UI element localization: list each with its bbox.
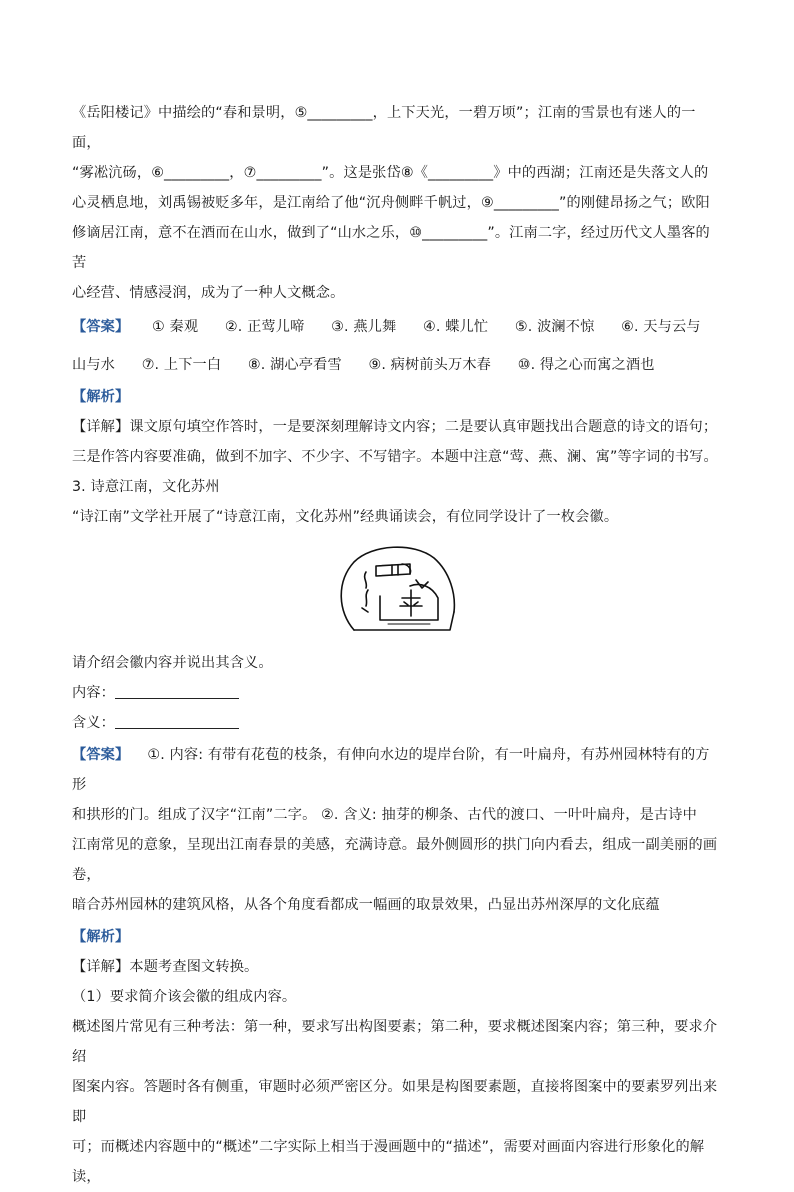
analysis-3-line-4: 图案内容。答题时各有侧重，审题时必须严密区分。如果是构图要素题，直接将图案中的要素罗列出来即 <box>72 1079 718 1125</box>
answer-item: ① 秦观 <box>152 319 199 335</box>
analysis-1-line-2: 三是作答内容要准确，做到不加字、不少字、不写错字。本题中注意“莺、燕、澜、寓”等字词的书写。 <box>72 449 718 465</box>
emblem-figure <box>72 542 722 642</box>
analysis-3-line-2: （1）要求简介该会徽的组成内容。 <box>72 989 297 1005</box>
analysis-1-tag-row <box>72 382 722 412</box>
meaning-label: 含义： <box>72 715 116 731</box>
question-3-prompt: 请介绍会徽内容并说出其含义。 <box>72 655 273 671</box>
content-label: 内容： <box>72 685 116 701</box>
question-3-intro: “诗江南”文学社开展了“诗意江南，文化苏州”经典诵读会，有位同学设计了一枚会徽。 <box>72 509 619 525</box>
answer-item: ⑤. 波澜不惊 <box>514 319 595 335</box>
passage-line-1: 《岳阳楼记》中描绘的“春和景明，⑤_________，上下天光，一碧万顷”；江南的雪景也有迷人的一面， <box>72 105 696 151</box>
content-answer-row <box>72 678 722 708</box>
answer-tag: 【答案】 <box>72 747 130 763</box>
answer-item: ⑦. 上下一白 <box>141 357 222 373</box>
answer-item: ⑧. 湖心亭看雪 <box>247 357 342 373</box>
content-blank <box>115 682 239 699</box>
analysis-3-tag-row <box>72 922 722 952</box>
answer-item: ⑩. 得之心而寓之酒也 <box>517 357 655 373</box>
answer-3-line-2: 和拱形的门。组成了汉字“江南”二字。 ②. 含义: 抽芽的柳条、古代的渡口、一叶叶扁舟，是古诗中 <box>72 807 697 823</box>
passage-line-4: 修谪居江南，意不在酒而在山水，做到了“山水之乐，⑩_________”。江南二字，经过历代文人墨客的苦 <box>72 225 710 271</box>
analysis-3-line-5: 可；而概述内容题中的“概述”二字实际上相当于漫画题中的“描述”，需要对画面内容进行形象化的解读， <box>72 1139 705 1185</box>
analysis-tag: 【解析】 <box>72 389 130 405</box>
analysis-3-line-3: 概述图片常见有三种考法：第一种，要求写出构图要素；第二种，要求概述图案内容；第三种，要求介绍 <box>72 1019 718 1065</box>
meaning-blank <box>115 712 239 729</box>
answer-item: ⑥. 天与云与 <box>621 319 701 335</box>
answer-item: ④. 蝶儿忙 <box>423 319 489 335</box>
analysis-1-line-1: 【详解】课文原句填空作答时，一是要深刻理解诗文内容；二是要认真审题找出合题意的诗文的语句； <box>72 419 718 435</box>
answer-3-line-3: 江南常见的意象，呈现出江南春景的美感，充满诗意。最外侧圆形的拱门向内看去，组成一副美丽的画卷， <box>72 837 718 883</box>
answer-item: ③. 燕儿舞 <box>331 319 397 335</box>
answer-item: ②. 正莺儿啼 <box>224 319 305 335</box>
answer-1-row <box>72 312 722 342</box>
passage-line-2: “雾凇沆砀，⑥_________，⑦_________”。这是张岱⑧《_________》中的西湖；江南还是失落文人的 <box>72 165 709 181</box>
answer-3-row-1 <box>72 740 722 800</box>
analysis-tag: 【解析】 <box>72 929 130 945</box>
answer-item: ⑨. 病树前头万木春 <box>368 357 492 373</box>
question-3-title: 3. 诗意江南，文化苏州 <box>72 479 220 495</box>
passage-line-5: 心经营、情感浸润，成为了一种人文概念。 <box>72 285 345 301</box>
answer-1-row-2 <box>72 350 722 380</box>
emblem-icon <box>332 542 462 642</box>
answer-tag: 【答案】 <box>72 319 130 335</box>
answer-item: 山与水 <box>72 357 116 373</box>
analysis-3-line-1: 【详解】本题考查图文转换。 <box>72 959 259 975</box>
meaning-answer-row <box>72 708 722 738</box>
passage-line-3: 心灵栖息地，刘禹锡被贬多年，是江南给了他“沉舟侧畔千帆过，⑨_________”的刚健昂扬之气；欧阳 <box>72 195 710 211</box>
answer-3-line-1: ①. 内容: 有带有花苞的枝条，有伸向水边的堤岸台阶，有一叶扁舟，有苏州园林特有的方形 <box>72 747 710 793</box>
answer-3-line-4: 暗合苏州园林的建筑风格，从各个角度看都成一幅画的取景效果，凸显出苏州深厚的文化底蕴 <box>72 897 660 913</box>
